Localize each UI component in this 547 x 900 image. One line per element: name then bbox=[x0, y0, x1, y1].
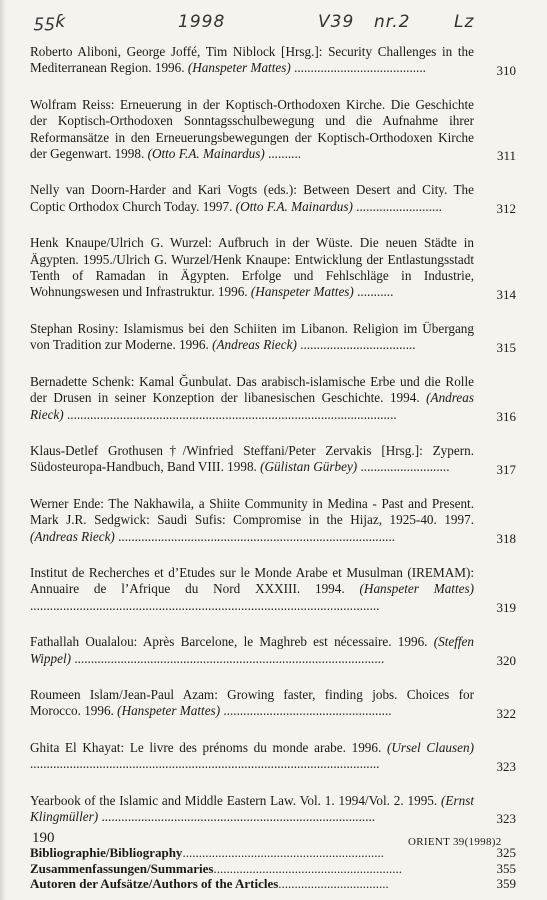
page-number: 190 bbox=[32, 830, 55, 846]
entry-text bbox=[30, 740, 474, 773]
toc-entry[interactable] bbox=[30, 495, 516, 546]
toc-entry[interactable] bbox=[30, 320, 516, 355]
leader-dots: .............................................................. bbox=[182, 845, 384, 861]
entry-text bbox=[30, 634, 474, 667]
entry-page-number: 316 bbox=[496, 408, 516, 424]
entry-title: Roumeen Islam/Jean-Paul Azam: Growing faster, finding jobs. Choices for Morocco. 1996. bbox=[30, 686, 474, 719]
entry-reviewer: (Otto F.A. Mainardus) bbox=[147, 146, 265, 162]
entry-text bbox=[30, 235, 474, 301]
entry-page-number: 311 bbox=[496, 148, 516, 164]
scan-edge bbox=[0, 0, 6, 900]
leader-dots: .......................................................................................................... bbox=[30, 756, 380, 772]
entry-title: Wolfram Reiss: Erneuerung in der Koptisch-Orthodoxen Kirche. Die Geschichte der Koptisch-Orthodoxen Sonntagsschulbewegung und die Aufnahme ihrer Reformansätze in den Erneuerungsbewegungen der Koptisch-Orthodoxen Kirche der Gegenwart. 1998. bbox=[30, 96, 474, 162]
leader-dots: .............................................................................................. bbox=[71, 650, 385, 666]
toc-entry[interactable] bbox=[30, 44, 516, 78]
entry-reviewer: (Otto F.A. Mainardus) bbox=[235, 198, 353, 214]
entry-title: Fathallah Oualalou: Après Barcelone, le Maghreb est nécessaire. 1996. bbox=[30, 634, 434, 650]
leader-dots: .......................................................................................................... bbox=[30, 597, 380, 613]
entry-reviewer: (Gülistan Gürbey) bbox=[260, 459, 358, 475]
back-matter-row[interactable] bbox=[30, 860, 516, 877]
entry-reviewer: (Andreas Rieck) bbox=[30, 390, 474, 422]
entry-title: Nelly van Doorn-Harder and Kari Vogts (eds.): Between Desert and City. The Coptic Orthodox Church Today. 1997. bbox=[30, 182, 474, 214]
leader-dots: .................................................................................................... bbox=[63, 406, 397, 422]
entry-title: Institut de Recherches et d’Etudes sur le Monde Arabe et Musulman (IREMAM): Annuaire de l’Afrique du Nord XXXIII. 1994. bbox=[30, 564, 474, 597]
entry-text bbox=[30, 374, 474, 423]
entry-page-number: 323 bbox=[496, 811, 516, 827]
back-matter-label: Bibliographie/Bibliography bbox=[30, 845, 183, 861]
toc-entry[interactable] bbox=[30, 564, 516, 616]
entry-page-number: 314 bbox=[496, 286, 516, 302]
leader-dots: ................................... bbox=[296, 337, 416, 353]
entry-title: Bernadette Schenk: Kamal Ğunbulat. Das arabisch-islamische Erbe und die Rolle der Drusen in seiner Konzeption der libanesischen Geschichte. 1994. bbox=[30, 373, 474, 406]
toc-entry[interactable] bbox=[30, 182, 516, 217]
back-matter-page-number: 359 bbox=[496, 876, 516, 892]
leader-dots: ................................................... bbox=[220, 703, 392, 719]
entry-title: Werner Ende: The Nakhawila, a Shiite Community in Medina - Past and Present. Mark J.R. Sedgwick: Saudi Sufis: Compromise in the Hijaz, 1925-40. 1997. bbox=[30, 495, 474, 528]
handwritten-volume: V39 bbox=[318, 12, 355, 32]
back-matter-page-number: 325 bbox=[496, 845, 516, 861]
leader-dots: .................................................................................... bbox=[114, 528, 396, 544]
entry-reviewer: (Andreas Rieck) bbox=[30, 528, 115, 544]
entry-title: Klaus-Detlef Grothusen†/Winfried Steffani/Peter Zervakis [Hrsg.]: Zypern. Südosteuropa-Handbuch, Band VIII. 1998. bbox=[30, 442, 474, 475]
toc-entry[interactable] bbox=[30, 235, 516, 302]
entry-page-number: 318 bbox=[496, 530, 516, 546]
leader-dots: .......................................................... bbox=[213, 860, 402, 876]
entry-page-number: 320 bbox=[496, 652, 516, 668]
toc-entry[interactable] bbox=[30, 634, 516, 668]
entry-title: Yearbook of the Islamic and Middle Eastern Law. Vol. 1. 1994/Vol. 2. 1995. bbox=[30, 792, 442, 808]
leader-dots: .................................. bbox=[278, 876, 389, 892]
leader-dots: .......................... bbox=[352, 198, 442, 214]
entry-reviewer: (Hanspeter Mattes) bbox=[250, 284, 354, 300]
entry-text bbox=[30, 321, 474, 354]
entry-page-number: 323 bbox=[496, 758, 516, 774]
entry-text bbox=[30, 97, 474, 163]
entry-title: Stephan Rosiny: Islamismus bei den Schiiten im Libanon. Religion im Übergang von Tradition zur Moderne. 1996. bbox=[30, 320, 474, 353]
entry-title: Roberto Aliboni, George Joffé, Tim Niblock [Hrsg.]: Security Challenges in the Mediterranean Region. 1996. bbox=[30, 44, 474, 76]
back-matter-row[interactable] bbox=[30, 876, 516, 892]
handwritten-year: 1998 bbox=[178, 12, 226, 32]
entry-title: Ghita El Khayat: Le livre des prénoms du monde arabe. 1996. bbox=[30, 739, 387, 755]
handwritten-code: Lz bbox=[454, 12, 475, 32]
entry-reviewer: (Hanspeter Mattes) bbox=[359, 581, 474, 597]
entry-reviewer: (Hanspeter Mattes) bbox=[187, 60, 291, 76]
leader-dots: ........................... bbox=[357, 459, 450, 475]
entry-page-number: 322 bbox=[496, 705, 516, 721]
entry-text bbox=[30, 496, 474, 545]
entry-reviewer: (Hanspeter Mattes) bbox=[117, 703, 221, 719]
entry-page-number: 319 bbox=[496, 600, 516, 616]
entry-page-number: 317 bbox=[496, 461, 516, 477]
handwritten-mark: ƽƽƙ bbox=[34, 12, 67, 32]
handwritten-number: nr.2 bbox=[374, 12, 411, 32]
back-matter-page-number: 355 bbox=[496, 860, 516, 876]
toc-entry[interactable] bbox=[30, 442, 516, 477]
toc-entry[interactable] bbox=[30, 792, 516, 827]
toc-entry[interactable] bbox=[30, 739, 516, 774]
entry-reviewer: (Ernst Klingmüller) bbox=[30, 792, 474, 824]
entry-text bbox=[30, 565, 474, 614]
toc-entry[interactable] bbox=[30, 373, 516, 424]
entry-page-number: 315 bbox=[496, 339, 516, 355]
entry-text bbox=[30, 687, 474, 720]
entry-reviewer: (Andreas Rieck) bbox=[212, 337, 297, 353]
back-matter bbox=[30, 845, 516, 892]
entry-text bbox=[30, 182, 474, 215]
back-matter-label: Autoren der Aufsätze/Authors of the Articles bbox=[30, 876, 279, 892]
entry-page-number: 310 bbox=[496, 62, 516, 78]
toc-entry[interactable] bbox=[30, 686, 516, 721]
entry-text bbox=[30, 793, 474, 826]
back-matter-label: Zusammenfassungen/Summaries bbox=[30, 860, 214, 876]
entry-reviewer: (Steffen Wippel) bbox=[30, 634, 474, 666]
journal-citation: ORIENT 39(1998)2 bbox=[408, 836, 502, 848]
toc-entry[interactable] bbox=[30, 96, 516, 164]
entry-title: Henk Knaupe/Ulrich G. Wurzel: Aufbruch in der Wüste. Die neuen Städte in Ägypten. 1995./Ulrich G. Wurzel/Henk Knaupe: Entwicklung der Entlastungsstadt Tenth of Ramadan in Ägypten. Erfolge und Fehlschläge in Industrie, Wohnungswesen und Infrastruktur. 1996. bbox=[30, 235, 474, 300]
entry-text bbox=[30, 44, 474, 77]
leader-dots: ........... bbox=[353, 284, 394, 300]
leader-dots: .......... bbox=[264, 146, 302, 162]
leader-dots: ................................................................................... bbox=[98, 809, 376, 824]
entry-reviewer: (Ursel Clausen) bbox=[386, 739, 474, 755]
entry-text bbox=[30, 443, 474, 476]
entry-page-number: 312 bbox=[496, 201, 516, 217]
table-of-contents bbox=[30, 44, 516, 892]
leader-dots: ........................................ bbox=[290, 60, 426, 76]
